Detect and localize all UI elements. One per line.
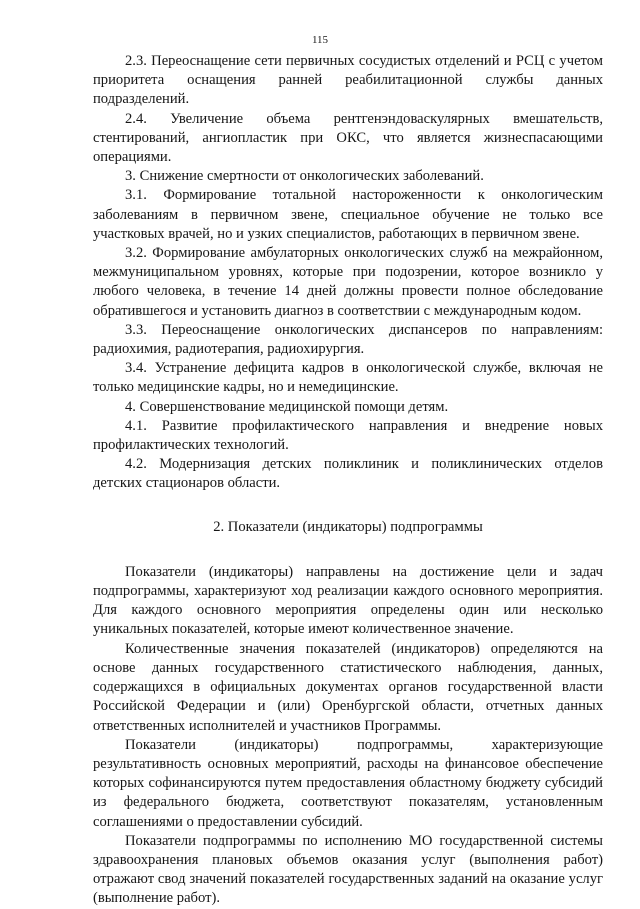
paragraph: 2.3. Переоснащение сети первичных сосудистых отделений и РСЦ с учетом приоритета оснащения ранней реабилитационной службы данных подразделений. [93,53,603,108]
page-number: 115 [311,34,329,46]
paragraph: 4.2. Модернизация детских поликлиник и поликлинических отделов детских стационаров области. [93,456,603,492]
paragraph: Показатели (индикаторы) направлены на достижение цели и задач подпрограммы, характеризуют ход реализации каждого основного мероприятия. Для каждого основного мероприятия определены один или несколько уникальных показателей, которые имеют количественное значение. [93,563,603,638]
paragraph: 2.4. Увеличение объема рентгенэндоваскулярных вмешательств, стентирований, ангиопластик при ОКС, что является жизнеспасающими операциями. [93,110,603,166]
paragraph: 3.2. Формирование амбулаторных онкологических служб на межрайонном, межмуниципальном уровнях, которые при подозрении, которое возникло у любого человека, в течение 14 дней должны провести полное обследование обратившегося и установить диагноз в соответствии с международным кодом. [93,245,603,319]
paragraph: Показатели подпрограммы по исполнению МО государственной системы здравоохранения плановых объемов оказания услуг (выполнения работ) отражают свод значений показателей государственных заданий на оказание услуг (выполнение работ). [93,832,603,907]
section-heading: 2. Показатели (индикаторы) подпрограммы [213,518,483,535]
paragraph: 3.1. Формирование тотальной настороженности к онкологическим заболеваниям в первичном звене, специальное обучение не только все участковых врачей, но и узких специалистов, работающих в первичном звене. [93,187,603,242]
document-body [93,52,603,909]
paragraph: 3.3. Переоснащение онкологических диспансеров по направлениям: радиохимия, радиотерапия, радиохирургия. [93,321,603,358]
paragraph: 4.1. Развитие профилактического направления и внедрение новых профилактических технологий. [93,417,603,454]
paragraph: 3. Снижение смертности от онкологических заболеваний. [125,168,484,185]
paragraph: 3.4. Устранение дефицита кадров в онкологической службе, включая не только медицинские кадры, но и немедицинские. [93,360,603,396]
paragraph: Показатели (индикаторы) подпрограммы, характеризующие результативность основных мероприятий, расходы на финансовое обеспечение которых софинансируются путем предоставления областному бюджету субсидий из федерального бюджета, соответствуют показателям, установленным соглашениями о предоставлении субсидий. [93,736,603,830]
paragraph: 4. Совершенствование медицинской помощи детям. [125,398,449,415]
paragraph: Количественные значения показателей (индикаторов) определяются на основе данных государственного статистического наблюдения, данных, содержащихся в официальных документах органов государственной власти Российской Федерации и (или) Оренбургской области, отчетных данных ответственных исполнителей и участников Программы. [93,640,603,734]
